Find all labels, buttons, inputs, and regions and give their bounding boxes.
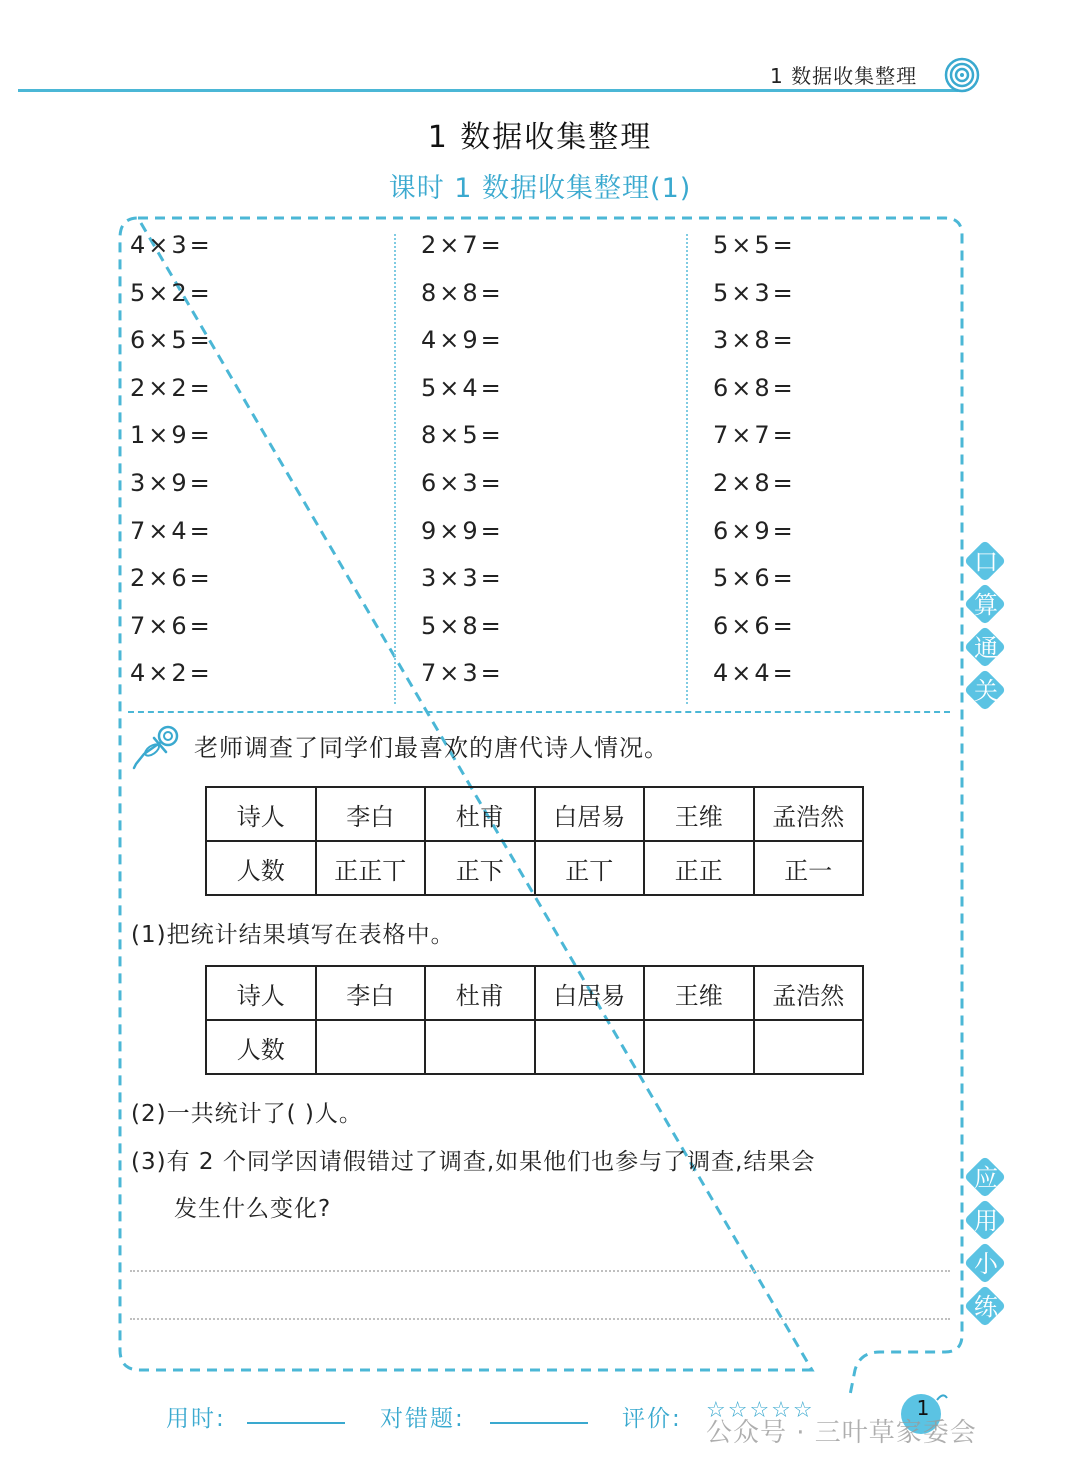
pushpin-icon (130, 724, 182, 770)
watermark: 公众号 · 三叶草家委会 (706, 1418, 977, 1448)
table-row (206, 841, 863, 895)
tally-cell: 正下 (425, 841, 535, 895)
answer-line[interactable] (130, 1318, 950, 1320)
oral-calc-column-2 (421, 224, 671, 700)
calc-item: 6×5= (130, 326, 213, 355)
answer-cell[interactable] (316, 1020, 426, 1074)
calc-item: 4×3= (130, 231, 213, 259)
tally-cell: 正正 (644, 841, 754, 895)
calc-item: 6×3= (421, 468, 504, 497)
calc-item: 2×8= (713, 468, 796, 497)
table-header-cell: 诗人 (206, 787, 316, 841)
time-blank[interactable] (247, 1422, 345, 1424)
table-header-cell: 孟浩然 (754, 966, 864, 1020)
lesson-subtitle: 课时 1 数据收集整理(1) (388, 173, 692, 204)
answer-table (205, 965, 864, 1075)
calc-item: 2×6= (130, 564, 213, 593)
answer-cell[interactable] (754, 1020, 864, 1074)
table-header-cell: 白居易 (535, 966, 645, 1020)
table-header-cell: 杜甫 (425, 787, 535, 841)
table-header-cell: 诗人 (206, 966, 316, 1020)
calc-item: 7×4= (130, 516, 213, 545)
time-label: 用时: (166, 1406, 226, 1432)
tally-cell: 正一 (754, 841, 864, 895)
calc-item: 5×6= (713, 564, 796, 593)
calc-item: 6×9= (713, 516, 796, 545)
table-row (206, 966, 863, 1020)
calc-item: 8×5= (421, 421, 504, 450)
calc-item: 7×3= (421, 659, 504, 688)
calc-item: 9×9= (421, 516, 504, 545)
calc-item: 5×5= (713, 231, 796, 259)
calc-item: 3×3= (421, 564, 504, 593)
table-header-cell: 王维 (644, 966, 754, 1020)
calc-item: 6×6= (713, 611, 796, 640)
rating-label: 评价: (622, 1406, 682, 1432)
answer-cell[interactable] (425, 1020, 535, 1074)
side-tab-oral: 算 (966, 585, 1006, 625)
calc-item: 7×6= (130, 611, 213, 640)
column-divider (394, 234, 396, 704)
question-1: (1)把统计结果填写在表格中。 (131, 922, 455, 948)
side-tab-oral: 口 (966, 542, 1006, 582)
side-tab-oral: 关 (966, 671, 1006, 711)
answer-cell[interactable] (644, 1020, 754, 1074)
oral-calc-column-1 (130, 224, 380, 700)
answer-cell[interactable] (535, 1020, 645, 1074)
table-header-cell: 白居易 (535, 787, 645, 841)
calc-item: 4×2= (130, 659, 213, 688)
table-header-cell: 杜甫 (425, 966, 535, 1020)
calc-item: 5×2= (130, 278, 213, 307)
question-3: (3)有 2 个同学因请假错过了调查,如果他们也参与了调查,结果会 (131, 1149, 816, 1175)
table-header-cell: 李白 (316, 966, 426, 1020)
table-row (206, 1020, 863, 1074)
calc-item: 1×9= (130, 421, 213, 450)
calc-item: 5×8= (421, 611, 504, 640)
calc-item: 2×7= (421, 231, 504, 259)
side-tab-apply: 练 (966, 1287, 1006, 1327)
calc-item: 5×4= (421, 373, 504, 402)
table-cell: 人数 (206, 841, 316, 895)
question-3-continued: 发生什么变化? (174, 1196, 332, 1222)
calc-item: 5×3= (713, 278, 796, 307)
tally-cell: 正丅 (535, 841, 645, 895)
calc-item: 4×4= (713, 659, 796, 688)
table-row (206, 787, 863, 841)
calc-item: 2×2= (130, 373, 213, 402)
table-header-cell: 王维 (644, 787, 754, 841)
side-tab-apply: 小 (966, 1244, 1006, 1284)
header-section-label: 1 数据收集整理 (770, 64, 918, 88)
calc-item: 6×8= (713, 373, 796, 402)
calc-item: 4×9= (421, 326, 504, 355)
table-cell: 人数 (206, 1020, 316, 1074)
table-header-cell: 孟浩然 (754, 787, 864, 841)
side-tab-oral: 通 (966, 628, 1006, 668)
page-number: 1 (916, 1396, 930, 1420)
answer-line[interactable] (130, 1270, 950, 1272)
tally-cell: 正正丅 (316, 841, 426, 895)
section-divider (128, 711, 950, 713)
calc-item: 7×7= (713, 421, 796, 450)
rating-stars[interactable]: ☆☆☆☆☆ (706, 1398, 815, 1423)
calc-item: 3×8= (713, 326, 796, 355)
survey-intro: 老师调查了同学们最喜欢的唐代诗人情况。 (194, 734, 669, 762)
column-divider (686, 234, 688, 704)
side-tab-apply: 用 (966, 1201, 1006, 1241)
calc-item: 3×9= (130, 468, 213, 497)
tally-table (205, 786, 864, 896)
table-header-cell: 李白 (316, 787, 426, 841)
page-title: 1 数据收集整理 (427, 120, 653, 155)
question-2: (2)一共统计了( )人。 (131, 1101, 363, 1127)
errors-label: 对错题: (380, 1406, 465, 1432)
side-tab-apply: 应 (966, 1158, 1006, 1198)
oral-calc-column-3 (713, 224, 963, 700)
calc-item: 8×8= (421, 278, 504, 307)
errors-blank[interactable] (490, 1422, 588, 1424)
